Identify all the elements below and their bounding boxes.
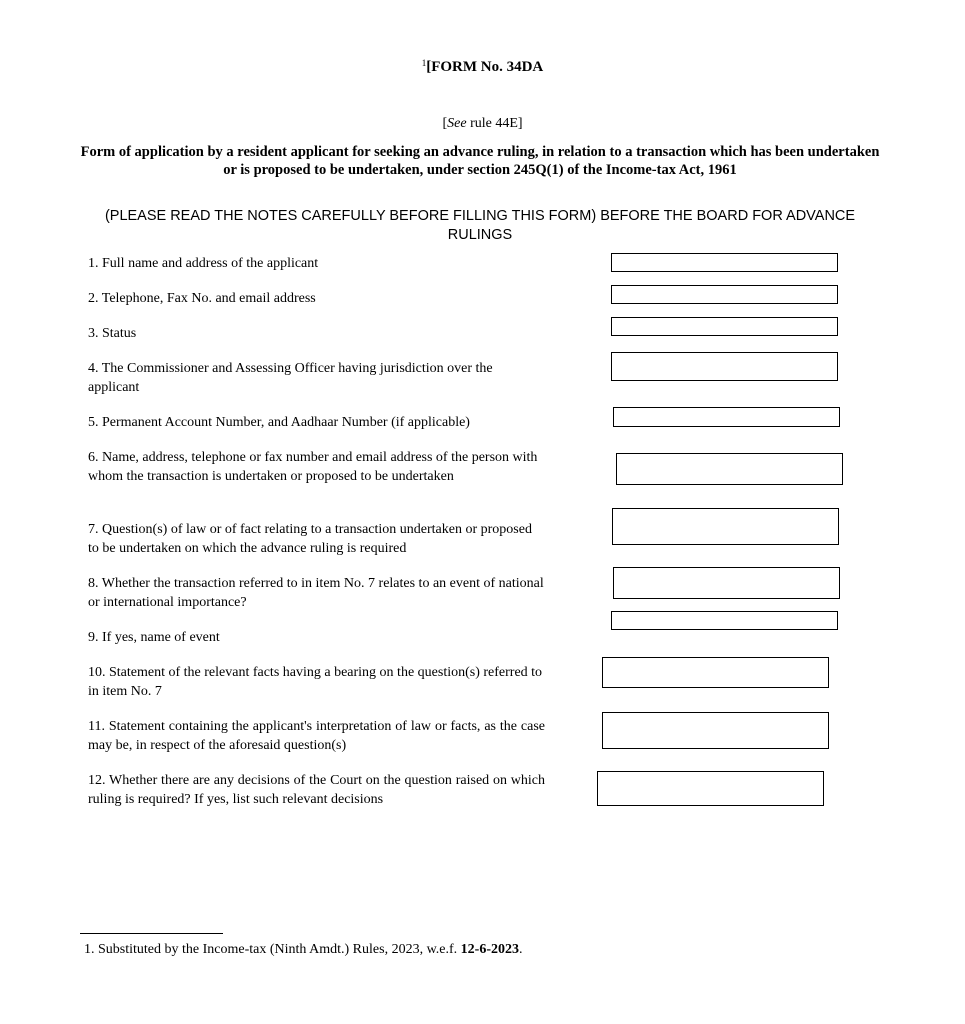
item-3-field[interactable]: [611, 317, 838, 336]
item-9-field[interactable]: [611, 611, 838, 630]
footnote-date: 12-6-2023: [460, 942, 519, 957]
item-2-field[interactable]: [611, 285, 838, 304]
footnote-text: 1. Substituted by the Income-tax (Ninth Amdt.) Rules, 2023, w.e.f.: [84, 942, 461, 957]
item-1-label: 1. Full name and address of the applicant: [88, 256, 319, 271]
item-6-field[interactable]: [616, 453, 843, 485]
footnote-marker: 1: [421, 58, 427, 68]
item-1-field[interactable]: [611, 253, 838, 272]
item-4-field[interactable]: [611, 352, 838, 381]
footnote: [84, 942, 904, 958]
rule-reference: [0, 116, 965, 132]
item-6-label: 6. Name, address, telephone or fax number and email address of the person with whom the transaction is undertaken or proposed to be undertaken: [88, 450, 538, 484]
instructions-note: (PLEASE READ THE NOTES CAREFULLY BEFORE FILLING THIS FORM) BEFORE THE BOARD FOR ADVANCE RULINGS: [104, 208, 856, 243]
item-8-label: 8. Whether the transaction referred to in item No. 7 relates to an event of national or international importance?: [88, 576, 544, 610]
item-5-label: 5. Permanent Account Number, and Aadhaar Number (if applicable): [88, 415, 470, 430]
item-10-field[interactable]: [602, 657, 829, 688]
item-9-label: 9. If yes, name of event: [88, 630, 220, 645]
item-4-label: 4. The Commissioner and Assessing Officer having jurisdiction over the applicant: [88, 361, 493, 395]
item-11-label: 11. Statement containing the applicant's interpretation of law or facts, as the case may be, in respect of the aforesaid question(s): [88, 719, 545, 753]
item-8-field[interactable]: [613, 567, 840, 599]
item-2-label: 2. Telephone, Fax No. and email address: [88, 291, 316, 306]
item-11-field[interactable]: [602, 712, 829, 749]
rule-number: rule 44E]: [466, 116, 523, 131]
form-heading: Form of application by a resident applicant for seeking an advance ruling, in relation to a transaction which has been undertaken or is proposed to be undertaken, under section 245Q(1) of the Income-tax Act, 1961: [80, 144, 880, 178]
item-12-field[interactable]: [597, 771, 824, 806]
footnote-end: .: [518, 942, 523, 957]
item-12-label: 12. Whether there are any decisions of the Court on the question raised on which ruling is required? If yes, list such relevant decisions: [88, 773, 545, 807]
item-3-label: 3. Status: [88, 326, 137, 341]
item-10-label: 10. Statement of the relevant facts having a bearing on the question(s) referred to in item No. 7: [88, 665, 543, 699]
item-7-field[interactable]: [612, 508, 839, 545]
item-5-field[interactable]: [613, 407, 840, 427]
form-title: [0, 58, 965, 76]
footnote-divider: [80, 933, 223, 934]
item-7-label: 7. Question(s) of law or of fact relating to a transaction undertaken or proposed to be undertaken on which the advance ruling is required: [88, 522, 532, 556]
rule-see-word: See: [447, 116, 467, 131]
rule-bracket: [: [442, 116, 448, 131]
form-title-text: [FORM No. 34DA: [426, 59, 544, 75]
